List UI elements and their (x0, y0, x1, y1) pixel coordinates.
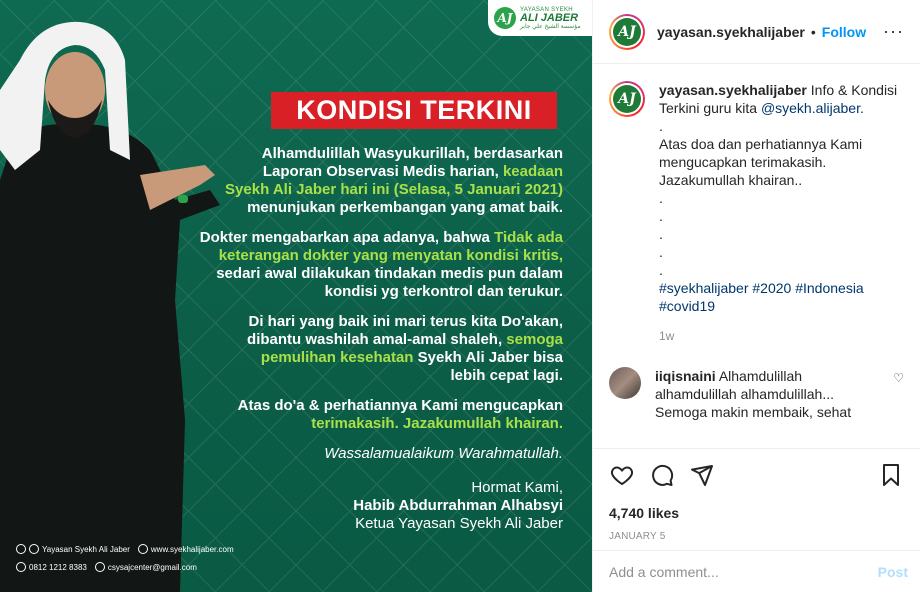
contact-footer (16, 544, 316, 580)
logo-big-text: ALI JABER (520, 11, 579, 24)
likes-count[interactable]: 4,740 likes (609, 505, 680, 521)
facebook-icon (29, 544, 39, 554)
commenter-username[interactable]: iiqisnaini (655, 368, 716, 384)
whatsapp-icon (16, 562, 26, 572)
caption-time[interactable]: 1w (659, 329, 675, 343)
bookmark-icon[interactable] (878, 462, 904, 488)
paragraph-2: Dokter mengabarkan apa adanya, bahwa Tidak ada keterangan dokter yang menyatan kondisi kritis, sedari awal dilakukan tindakan medis pun dalam kondisi yg terkontrol dan terukur. (199, 229, 563, 300)
header-username[interactable]: yayasan.syekhalijaber (657, 23, 805, 40)
logo-mark-icon: AJ (494, 7, 516, 29)
globe-icon (138, 544, 148, 554)
headline-banner: KONDISI TERKINI (271, 92, 557, 129)
paragraph-3: Di hari yang baik ini mari terus kita Do'akan, dibantu washilah amal-amal shaleh, semoga pemulihan kesehatan Syekh Ali Jaber bisa lebih cepat lagi. (247, 313, 563, 384)
signature: Hormat Kami, Habib Abdurrahman Alhabsyi Ketua Yayasan Syekh Ali Jaber (353, 479, 563, 532)
phone-contact: 0812 1212 8383 (16, 562, 87, 572)
post-side-panel (592, 0, 920, 592)
caption-line-1: Atas doa dan perhatiannya Kami mengucapkan terimakasih. (659, 136, 863, 170)
paragraph-4: Atas do'a & perhatiannya Kami mengucapkan terimakasih. Jazakumullah khairan. (237, 397, 563, 432)
like-heart-icon[interactable] (609, 462, 635, 488)
announcement-text (170, 145, 563, 533)
comment-bubble-icon[interactable] (649, 462, 675, 488)
caption-line-2: Jazakumullah khairan.. (659, 172, 803, 188)
mail-icon (95, 562, 105, 572)
hashtags[interactable]: #syekhalijaber #2020 #Indonesia #covid19 (659, 280, 864, 314)
account-avatar[interactable]: AJ (609, 14, 645, 50)
mention-link[interactable]: @syekh.alijaber (760, 100, 860, 116)
web-contact: www.syekhalijaber.com (138, 544, 234, 554)
foundation-logo (488, 0, 592, 36)
caption-text: Info & Kondisi Terkini guru kita (659, 82, 898, 116)
paragraph-1: Alhamdulillah Wasyukurillah, berdasarkan Laporan Observasi Medis harian, keadaan Syekh Ali Jaber hari ini (Selasa, 5 Januari 2021) menunjukan perkembangan yang amat baik. (225, 145, 563, 216)
logo-small-text: YAYASAN SYEKH (520, 6, 573, 13)
instagram-icon (16, 544, 26, 554)
comment-text: Alhamdulillah alhamdulillah alhamdulillah... Semoga makin membaik, sehat (655, 368, 852, 420)
add-comment-bar (593, 550, 920, 592)
commenter-avatar[interactable] (609, 367, 641, 399)
post-actions (593, 448, 920, 542)
comment-item (609, 367, 904, 421)
email-contact: csysajcenter@gmail.com (95, 562, 197, 572)
logo-arabic-text: مؤسسة الشيخ علي جابر (520, 23, 581, 30)
like-comment-heart-icon[interactable]: ♡ (893, 371, 904, 385)
social-contact: Yayasan Syekh Ali Jaber (16, 544, 130, 554)
comments-list[interactable] (593, 65, 920, 445)
caption-avatar[interactable]: AJ (609, 81, 645, 117)
post-comment-button[interactable]: Post (877, 563, 908, 580)
caption-username[interactable]: yayasan.syekhalijaber (659, 82, 807, 98)
post-date[interactable]: JANUARY 5 (609, 531, 666, 542)
post-header (593, 0, 920, 64)
closing-line: Wassalamualaikum Warahmatullah. (324, 445, 563, 462)
caption: AJ yayasan.syekhalijaber Info & Kondisi Terkini guru kita @syekh.alijaber. . Atas doa dan perhatiannya Kami mengucapkan terimakasih. Jazakumullah khairan.. . . . . . #syekhalijaber #2020 #Indonesia #covid19 1w (609, 81, 904, 345)
share-plane-icon[interactable] (689, 462, 715, 488)
header-separator: • (810, 23, 816, 40)
comment-input[interactable] (609, 564, 878, 580)
more-horizontal-icon[interactable]: ··· (883, 21, 904, 41)
follow-button[interactable]: Follow (821, 23, 867, 40)
